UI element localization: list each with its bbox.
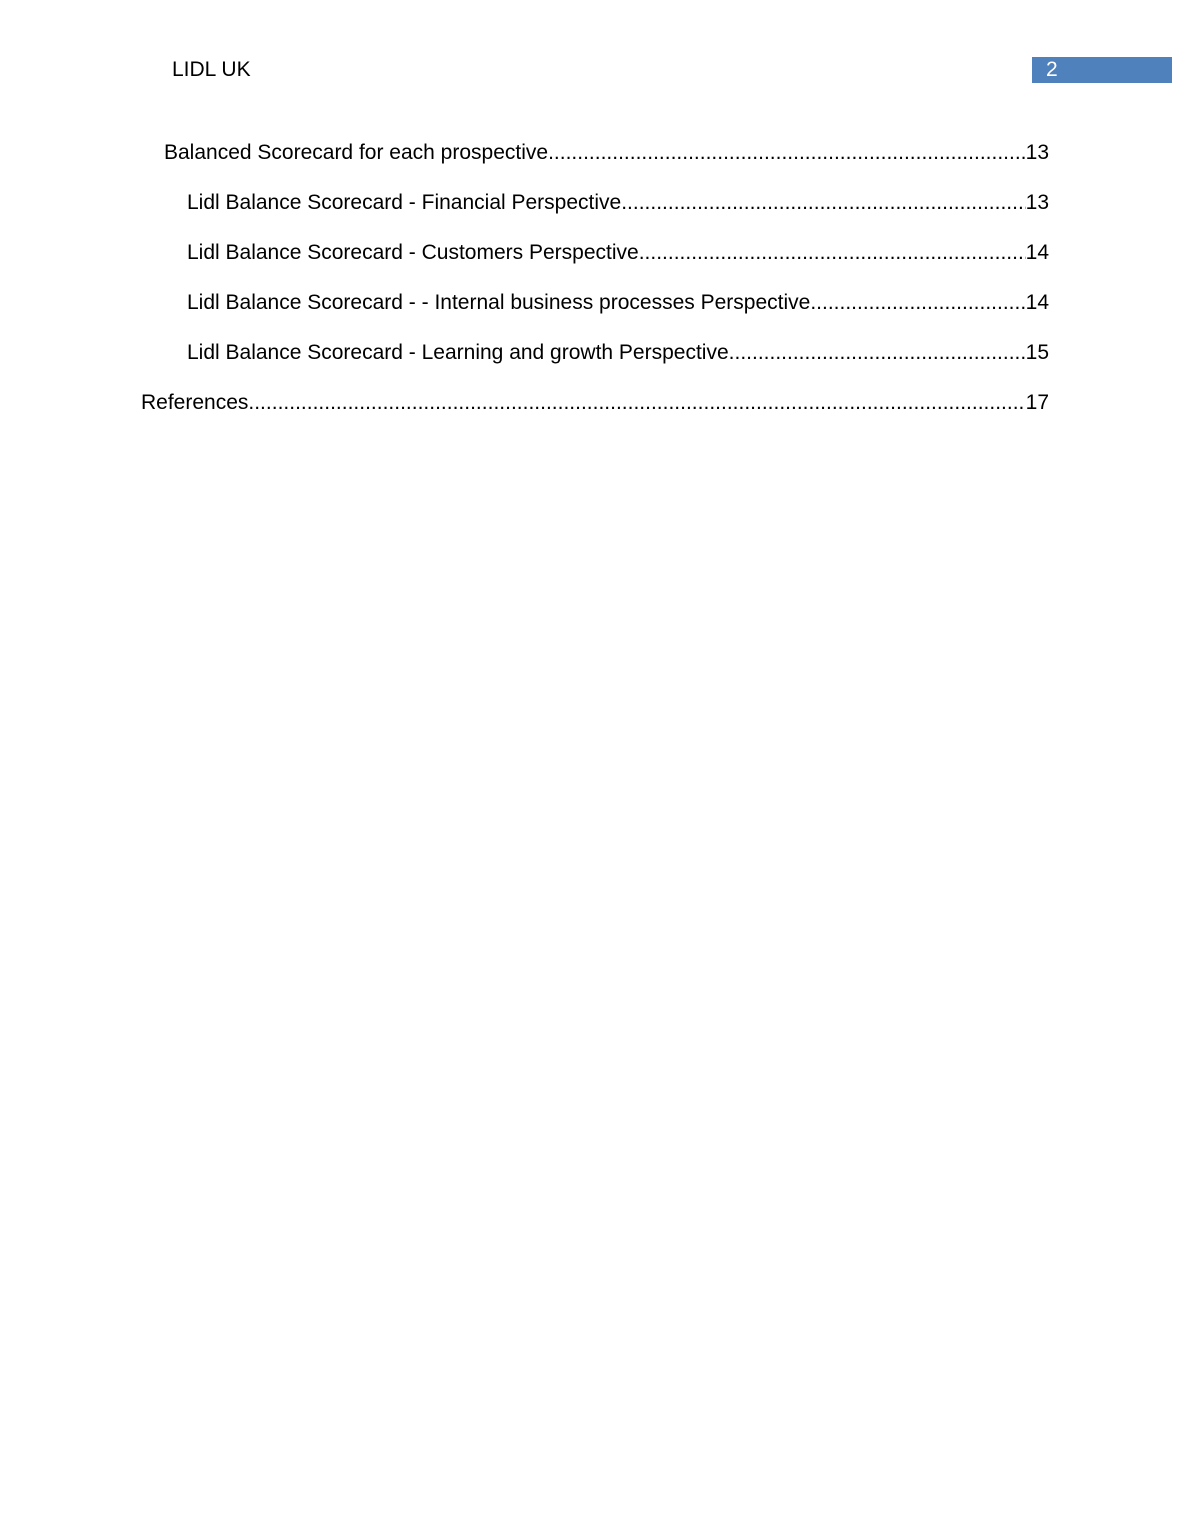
toc-entry-page: 15 [1025,341,1049,364]
toc-entry-label: Lidl Balance Scorecard - - Internal business processes Perspective [187,291,811,314]
toc-entry-customers-perspective[interactable] [187,239,1049,267]
toc-entry-internal-processes-perspective[interactable] [187,289,1049,317]
toc-entry-label: Lidl Balance Scorecard - Financial Perspective [187,191,622,214]
toc-entry-references[interactable] [141,389,1049,417]
toc-entry-page: 14 [1025,241,1049,264]
toc-entry-label: References [141,391,249,414]
toc-dot-leader [639,239,1026,267]
toc-entry-financial-perspective[interactable] [187,189,1049,217]
toc-dot-leader [729,339,1026,367]
toc-entry-label: Lidl Balance Scorecard - Customers Perspective [187,241,639,264]
toc-dot-leader [621,189,1025,217]
toc-entry-page: 13 [1025,191,1049,214]
running-header-title: LIDL UK [172,58,251,81]
page-number-badge [1032,57,1172,83]
toc-dot-leader [248,389,1025,417]
toc-entry-balanced-scorecard[interactable] [164,139,1049,167]
toc-entry-page: 17 [1025,391,1049,414]
toc-entry-page: 13 [1025,141,1049,164]
toc-entry-label: Lidl Balance Scorecard - Learning and growth Perspective [187,341,729,364]
page-number: 2 [1046,58,1058,81]
toc-dot-leader [548,139,1026,167]
toc-entry-page: 14 [1025,291,1049,314]
toc-dot-leader [810,289,1025,317]
toc-entry-label: Balanced Scorecard for each prospective [164,141,549,164]
toc-entry-learning-growth-perspective[interactable] [187,339,1049,367]
